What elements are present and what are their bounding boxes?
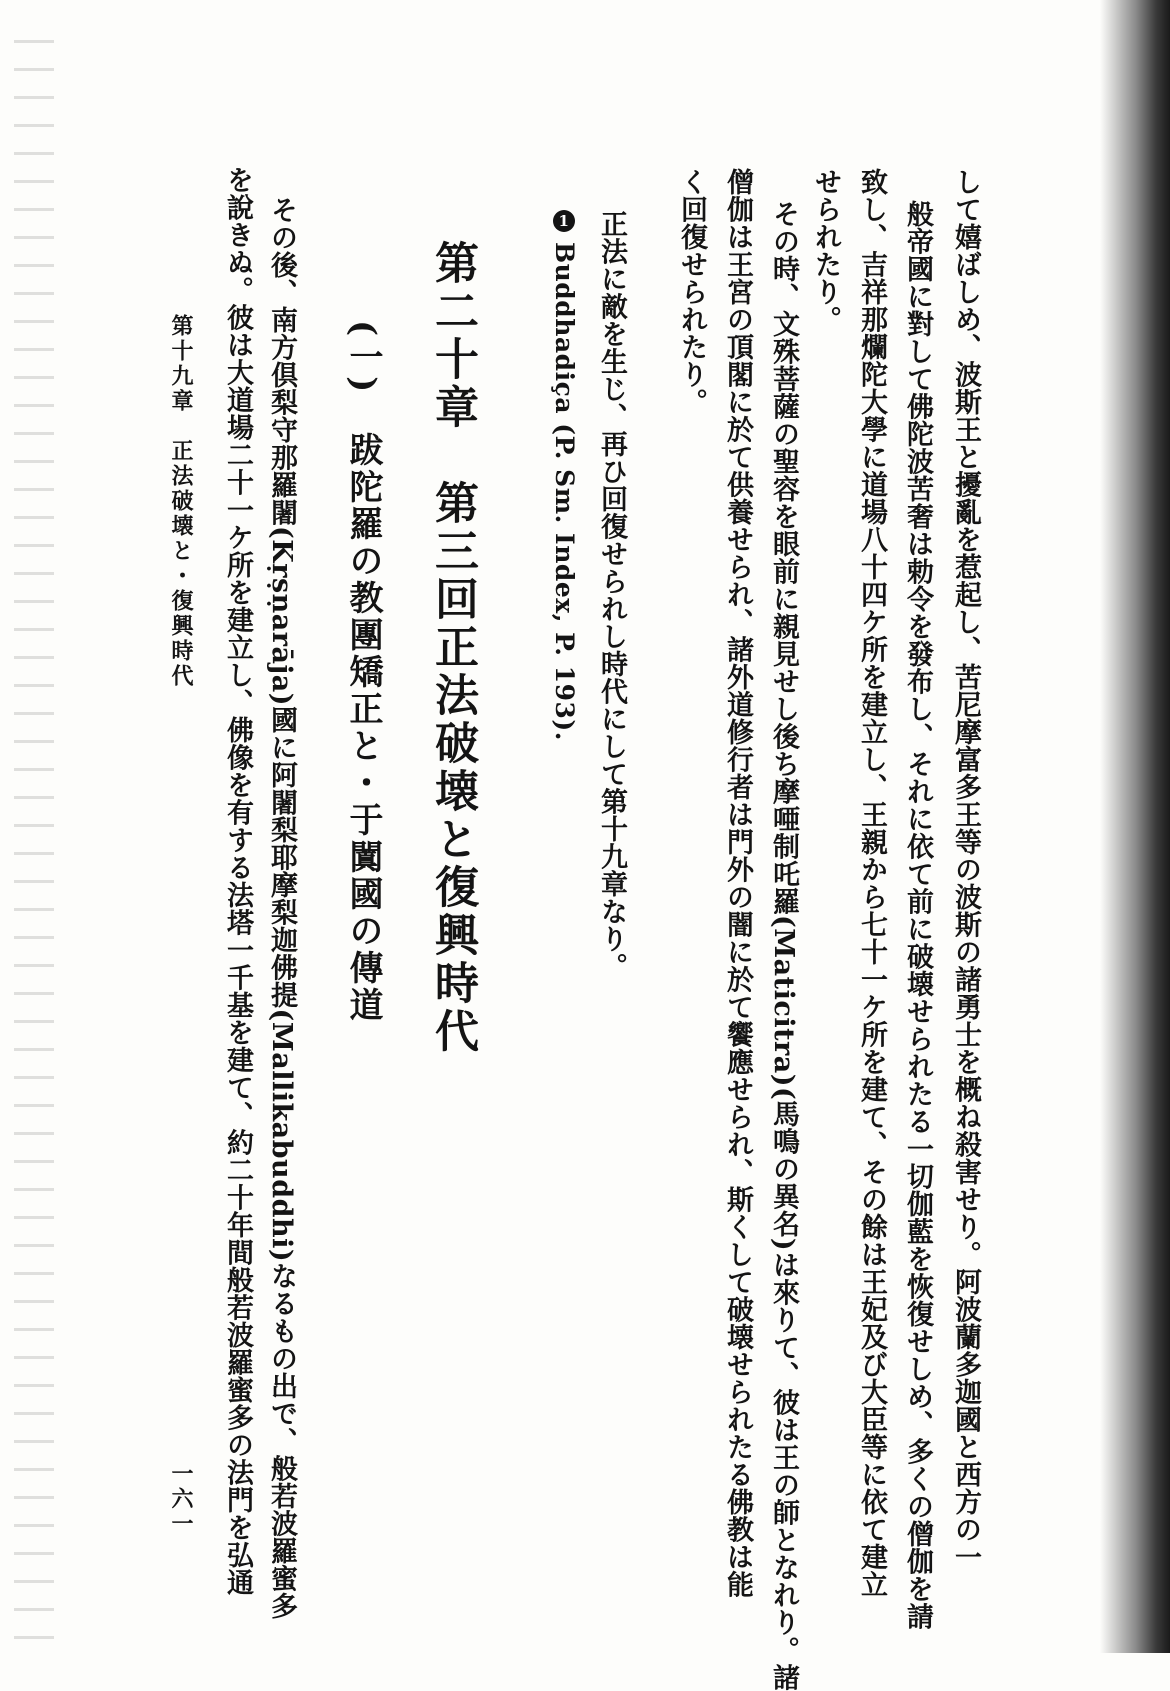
body-column-1: して嬉ばしめ、波斯王と擾亂を惹起し、苦尼摩富多王等の波斯の諸勇士を概ね殺害せり。阿波蘭多迦國と西方の一 [950,168,981,1571]
body-column-6: 僧伽は王宮の頂閣に於て供養せられ、諸外道修行者は門外の闇に於て饗應せられ、斯くして破壊せられたる佛教は能 [722,168,753,1598]
footnote-marker: 1 [553,210,575,232]
chapter-title: 第二十章 第三回正法破壊と復興時代 [427,240,478,1056]
scan-edge-shadow [1100,0,1170,1653]
body-column-2: 般帝國に對して佛陀波苦奢は勅令を發布し、それに依て前に破壊せられたる一切伽藍を恢復せしめ、多くの僧伽を請 [902,200,933,1630]
footnote [552,210,577,741]
body-column-7: く回復せられたり。 [676,168,707,416]
body-column-4: せられたり。 [810,168,841,333]
page-number: 一六一 [168,1462,194,1537]
body-after-column-2: を說きぬ。彼は大道場二十一ケ所を建立し、佛像を有する法塔一千基を建て、約二十年間般若波羅蜜多の法門を弘通 [222,166,253,1596]
body-after-column-1: その後、南方倶梨守那羅闍(Kṛṣṇarāja)國に阿闍梨耶摩梨迦佛提(Mallikabuddhi)なるもの出で、般若波羅蜜多 [266,196,297,1620]
body-column-3: 致し、吉祥那爛陀大學に道場八十四ケ所を建立し、王親から七十一ケ所を建て、その餘は王妃及び大臣等に依て建立 [856,168,887,1598]
scan-margin-dots [14,40,54,1640]
running-head: 第十九章 正法破壊と・復興時代 [168,314,194,689]
footnote-text: Buddhadiça (P. Sm. Index, P. 193). [550,242,579,741]
body-column-5: その時、文殊菩薩の聖容を眼前に親見せし後ち摩唖制吒羅(Maticitra)(馬鳴の異名)は來りて、彼は王の師となれり。諸 [768,200,799,1691]
summary-line: 正法に敵を生じ、再ひ回復せられし時代にして第十九章なり。 [596,210,627,980]
section-title: (一) 跋陀羅の教團矯正と・于闐國の傳道 [343,320,383,1025]
